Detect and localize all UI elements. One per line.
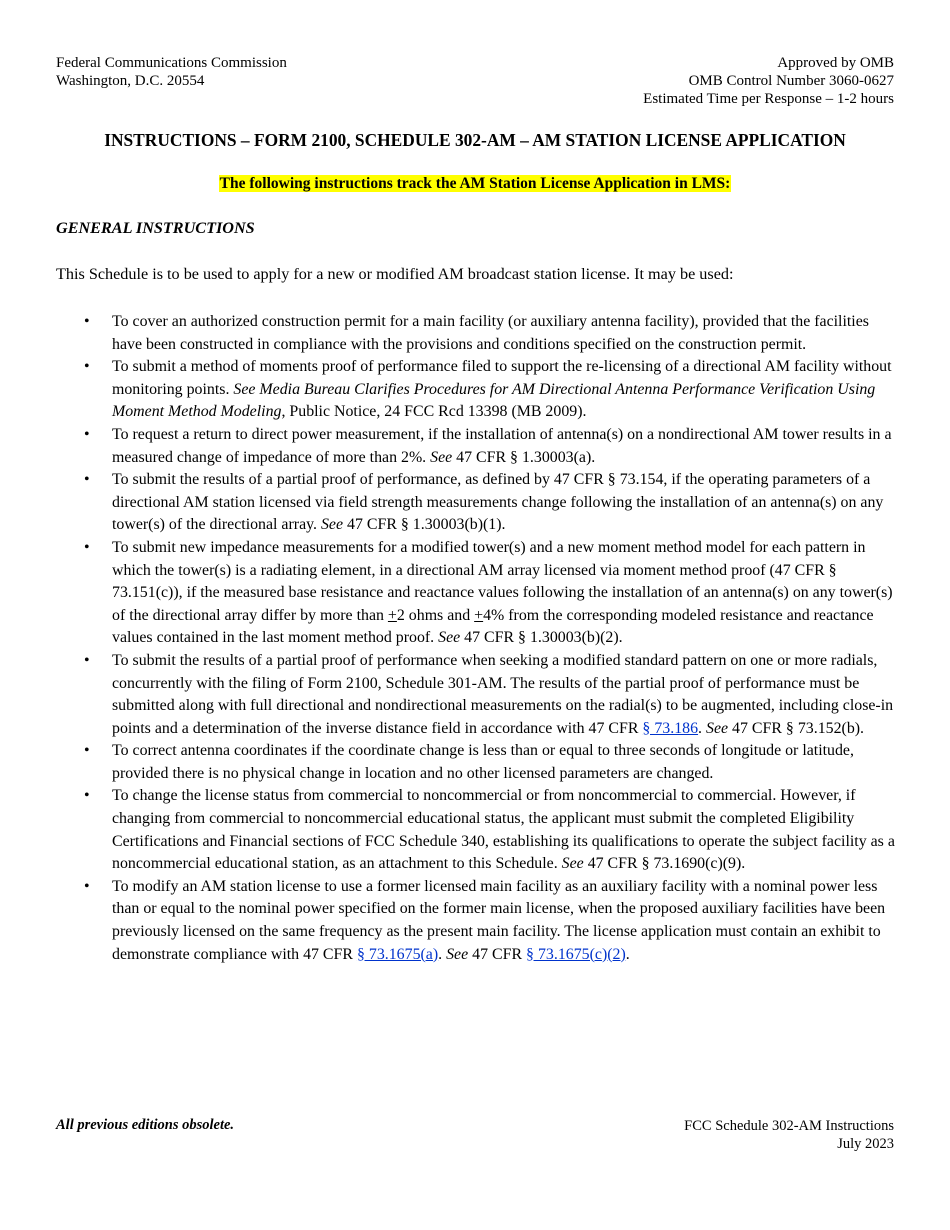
list-item: • To modify an AM station license to use a former licensed main facility as an auxiliary facility with a nominal power less than or equal to the nominal power specified on the former main license, when the proposed auxiliary facilities have been previously licensed on the same frequency as the present main facility. The license application must contain an exhibit to demonstrate compliance with 47 CFR § 73.1675(a). See 47 CFR § 73.1675(c)(2).	[84, 877, 886, 963]
bullet-icon: •	[84, 742, 90, 760]
bullet-icon: •	[84, 313, 90, 330]
list-item: • To submit the results of a partial proof of performance when seeking a modified standard pattern on one or more radials, concurrently with the filing of Form 2100, Schedule 301-AM. The results of the partial proof of performance must be submitted along with full directional and nondirectional measurements on the radial(s) to be augmented, including close-in points and a determination of the inverse distance field in accordance with 47 CFR § 73.186. See 47 CFR § 73.152(b).	[84, 651, 894, 737]
bullet-icon: •	[84, 358, 90, 376]
bullet-icon: •	[84, 787, 90, 805]
section-heading: GENERAL INSTRUCTIONS	[56, 219, 255, 237]
cfr-link-73-1675a[interactable]: § 73.1675(a)	[356, 945, 439, 963]
intro-paragraph: This Schedule is to be used to apply for a new or modified AM broadcast station license. It may be used:	[56, 265, 734, 283]
list-item: • To submit a method of moments proof of performance filed to support the re-licensing of a directional AM facility without monitoring points. See Media Bureau Clarifies Procedures for AM Directional Antenna Performance Verification Using Moment Method Modeling, Public Notice, 24 FCC Rcd 13398 (MB 2009).	[84, 358, 892, 421]
footer-edition	[684, 1117, 894, 1153]
estimated-time: Estimated Time per Response – 1-2 hours	[643, 91, 894, 107]
cfr-link-73-186[interactable]: § 73.186	[642, 719, 699, 737]
highlight-note-wrap	[0, 175, 950, 193]
footer-form-name: FCC Schedule 302-AM Instructions	[684, 1118, 894, 1134]
omb-control-number: OMB Control Number 3060-0627	[688, 73, 894, 89]
instruction-list	[56, 311, 896, 966]
cfr-link-73-1675c2[interactable]: § 73.1675(c)(2)	[526, 945, 626, 963]
list-item: • To cover an authorized construction permit for a main facility (or auxiliary antenna facility), provided that the facilities have been constructed in compliance with the provisions and conditions specified on the construction permit.	[84, 313, 869, 353]
citation-title: See Media Bureau Clarifies Procedures for AM Directional Antenna Performance Verification Using Moment Method Modeling	[112, 380, 876, 421]
list-item: • To submit the results of a partial proof of performance, as defined by 47 CFR § 73.154, if the operating parameters of a directional AM station licensed via field strength measurements change following the installation of an antenna(s) on any tower(s) of the directional array. See 47 CFR § 1.30003(b)(1).	[84, 471, 884, 534]
bullet-icon: •	[84, 538, 90, 556]
bullet-icon: •	[84, 471, 90, 489]
bullet-icon: •	[84, 425, 90, 443]
list-item: • To request a return to direct power measurement, if the installation of antenna(s) on a nondirectional AM tower results in a measured change of impedance of more than 2%. See 47 CFR § 1.30003(a).	[84, 425, 892, 466]
list-item: • To submit new impedance measurements for a modified tower(s) and a new moment method model for each pattern in which the tower(s) is a radiating element, in a directional AM array licensed via moment method proof (47 CFR § 73.151(c)), if the measured base resistance and reactance values following the installation of an antenna(s) on any tower(s) of the directional array differ by more than +2 ohms and +4% from the corresponding modeled resistance and reactance values contained in the last moment method proof. See 47 CFR § 1.30003(b)(2).	[84, 538, 893, 647]
omb-header	[643, 54, 894, 108]
agency-header	[56, 54, 287, 90]
omb-approval: Approved by OMB	[777, 55, 894, 71]
agency-address: Washington, D.C. 20554	[56, 73, 205, 89]
footer-notice: All previous editions obsolete.	[56, 1117, 235, 1133]
list-item: • To correct antenna coordinates if the coordinate change is less than or equal to three seconds of longitude or latitude, provided there is no physical change in location and no other licensed parameters are changed.	[84, 742, 854, 782]
footer-date: July 2023	[837, 1136, 894, 1152]
agency-name: Federal Communications Commission	[56, 55, 287, 71]
page-title: INSTRUCTIONS – FORM 2100, SCHEDULE 302-AM – AM STATION LICENSE APPLICATION	[104, 130, 846, 150]
highlight-note: The following instructions track the AM Station License Application in LMS:	[219, 175, 731, 192]
bullet-icon: •	[84, 651, 90, 669]
bullet-icon: •	[84, 877, 90, 895]
list-item: • To change the license status from commercial to noncommercial or from noncommercial to commercial. However, if changing from commercial to noncommercial educational status, the applicant must submit the completed Eligibility Certifications and Financial sections of FCC Schedule 340, establishing its qualifications to operate the subject facility as a noncommercial educational station, as an attachment to this Schedule. See 47 CFR § 73.1690(c)(9).	[84, 787, 895, 873]
